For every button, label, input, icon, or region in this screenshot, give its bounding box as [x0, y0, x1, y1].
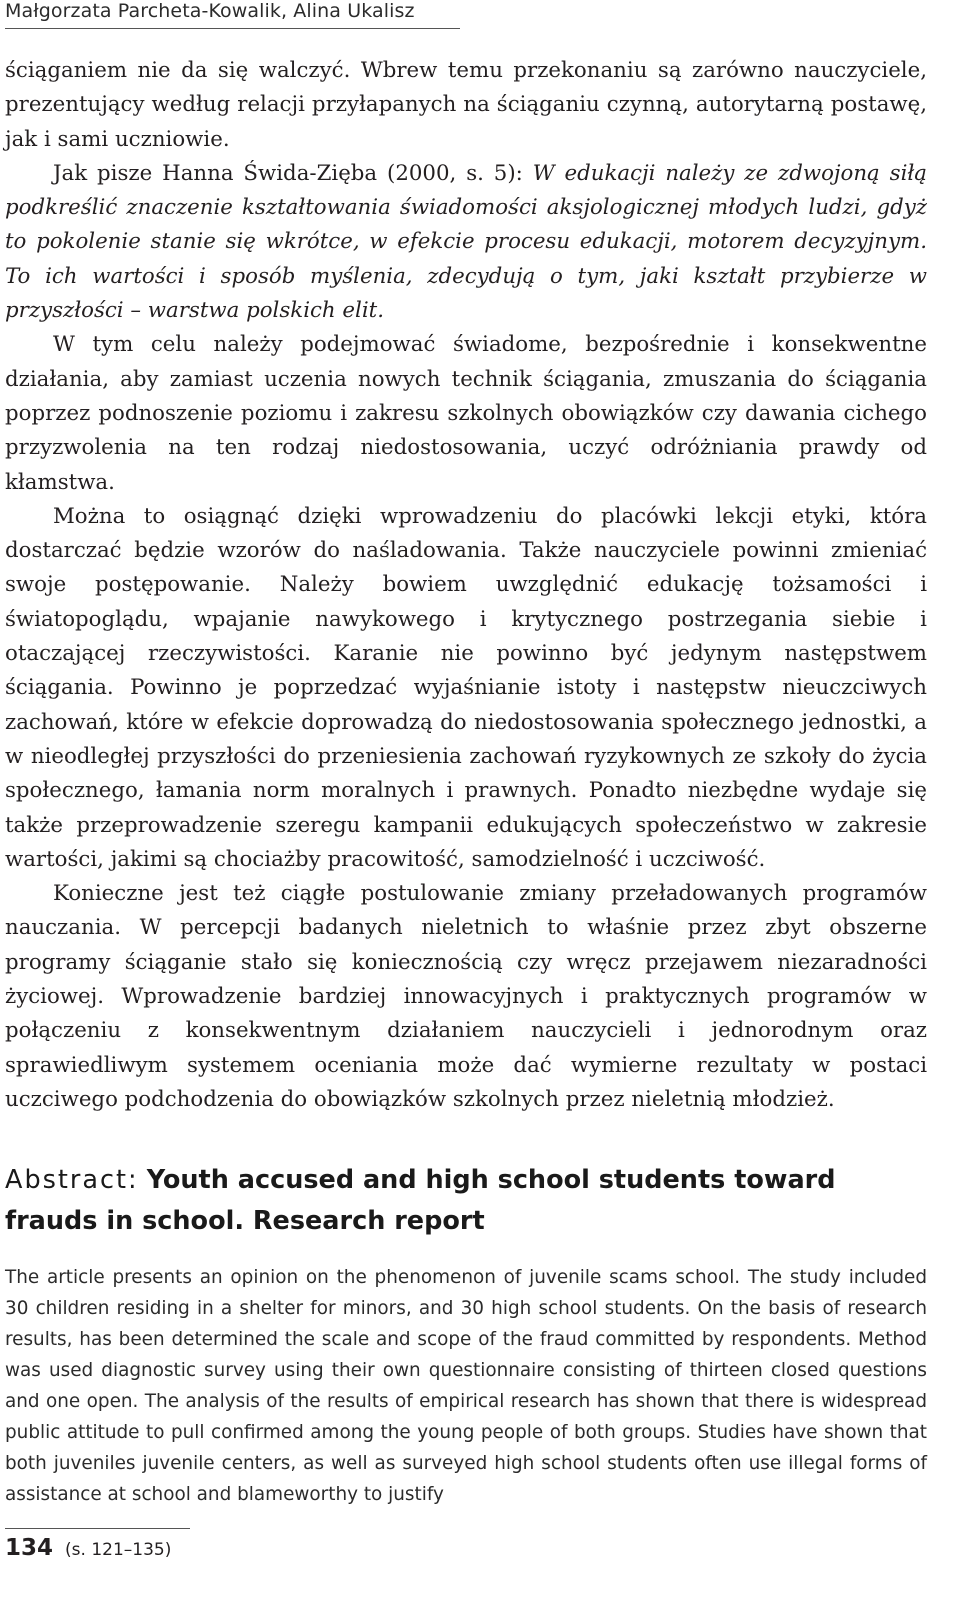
abstract-title: Youth accused and high school students toward frauds in school. Research report	[5, 1165, 836, 1236]
abstract-text: The article presents an opinion on the phenomenon of juvenile scams school. The study included 30 children residing in a shelter for minors, and 30 high school students. On the basis of research results, has been determined the scale and scope of the fraud committed by respondents. Method was used diagnostic survey using their own questionnaire consisting of thirteen closed questions and one open. The analysis of the results of empirical research has shown that there is widespread public attitude to pull confirmed among the young people of both groups. Studies have shown that both juveniles juvenile centers, as well as surveyed high school students often use illegal forms of assistance at school and blameworthy to justify	[5, 1267, 927, 1505]
page-number: 134	[5, 1535, 54, 1561]
paragraph-2	[5, 157, 927, 328]
abstract-heading	[5, 1160, 927, 1242]
paragraph-4: Można to osiągnąć dzięki wprowadzeniu do placówki lekcji etyki, która dostarczać będzie wzorów do naśladowania. Także nauczyciele powinni zmieniać swoje postępowanie. Należy bowiem uwzględnić edukację tożsamości i światopoglądu, wpajanie nawykowego i krytycznego postrzegania siebie i otaczającej rzeczywistości. Karanie nie powinno być jedynym następstwem ściągania. Powinno je poprzedzać wyjaśnianie istoty i następstw nieuczciwych zachowań, które w efekcie doprowadzą do niedostosowania społecznego jednostki, a w nieodległej przyszłości do przeniesienia zachowań ryzykownych ze szkoły do życia społecznego, łamania norm moralnych i prawnych. Ponadto niezbędne wydaje się także przeprowadzenie szeregu kampanii edukujących społeczeństwo w zakresie wartości, jakimi są chociażby pracowitość, samodzielność i uczciwość.	[5, 503, 927, 872]
page-range: (s. 121–135)	[65, 1540, 172, 1560]
quote-intro: Jak pisze Hanna Świda-Zięba (2000, s. 5):	[53, 160, 533, 186]
paragraph-5: Konieczne jest też ciągłe postulowanie zmiany przeładowanych programów nauczania. W percepcji badanych nieletnich to właśnie przez zbyt obszerne programy ściąganie stało się koniecznością czy wręcz przejawem niezaradności życiowej. Wprowadzenie bardziej innowacyjnych i praktycznych programów w połączeniu z konsekwentnym działaniem nauczycieli i jednorodnym oraz sprawiedliwym systemem oceniania może dać wymierne rezultaty w postaci uczciwego podchodzenia do obowiązków szkolnych przez nieletnią młodzież.	[5, 881, 927, 1112]
page-footer	[5, 1528, 190, 1561]
running-head: Małgorzata Parcheta-Kowalik, Alina Ukalisz	[5, 0, 460, 29]
article-body	[5, 54, 927, 1117]
paragraph-1: ściąganiem nie da się walczyć. Wbrew temu przekonaniu są zarówno nauczyciele, prezentujący według relacji przyłapanych na ściąganiu czynną, autorytarną postawę, jak i sami uczniowie.	[5, 58, 927, 152]
paragraph-3: W tym celu należy podejmować świadome, bezpośrednie i konsekwentne działania, aby zamiast uczenia nowych technik ściągania, zmuszania do ściągania poprzez podnoszenie poziomu i zakresu szkolnych obowiązków czy dawania cichego przyzwolenia na ten rodzaj niedostosowania, uczyć odróżniania prawdy od kłamstwa.	[5, 332, 927, 495]
abstract-label: Abstract:	[5, 1165, 139, 1195]
quote-italic: W edukacji należy ze zdwojoną siłą podkreślić znaczenie kształtowania świadomości aksjologicznej młodych ludzi, gdyż to pokolenie stanie się wkrótce, w efekcie procesu edukacji, motorem decyzyjnym. To ich wartości i sposób myślenia, zdecydują o tym, jaki kształt przybierze w przyszłości – warstwa polskich elit.	[5, 160, 927, 324]
